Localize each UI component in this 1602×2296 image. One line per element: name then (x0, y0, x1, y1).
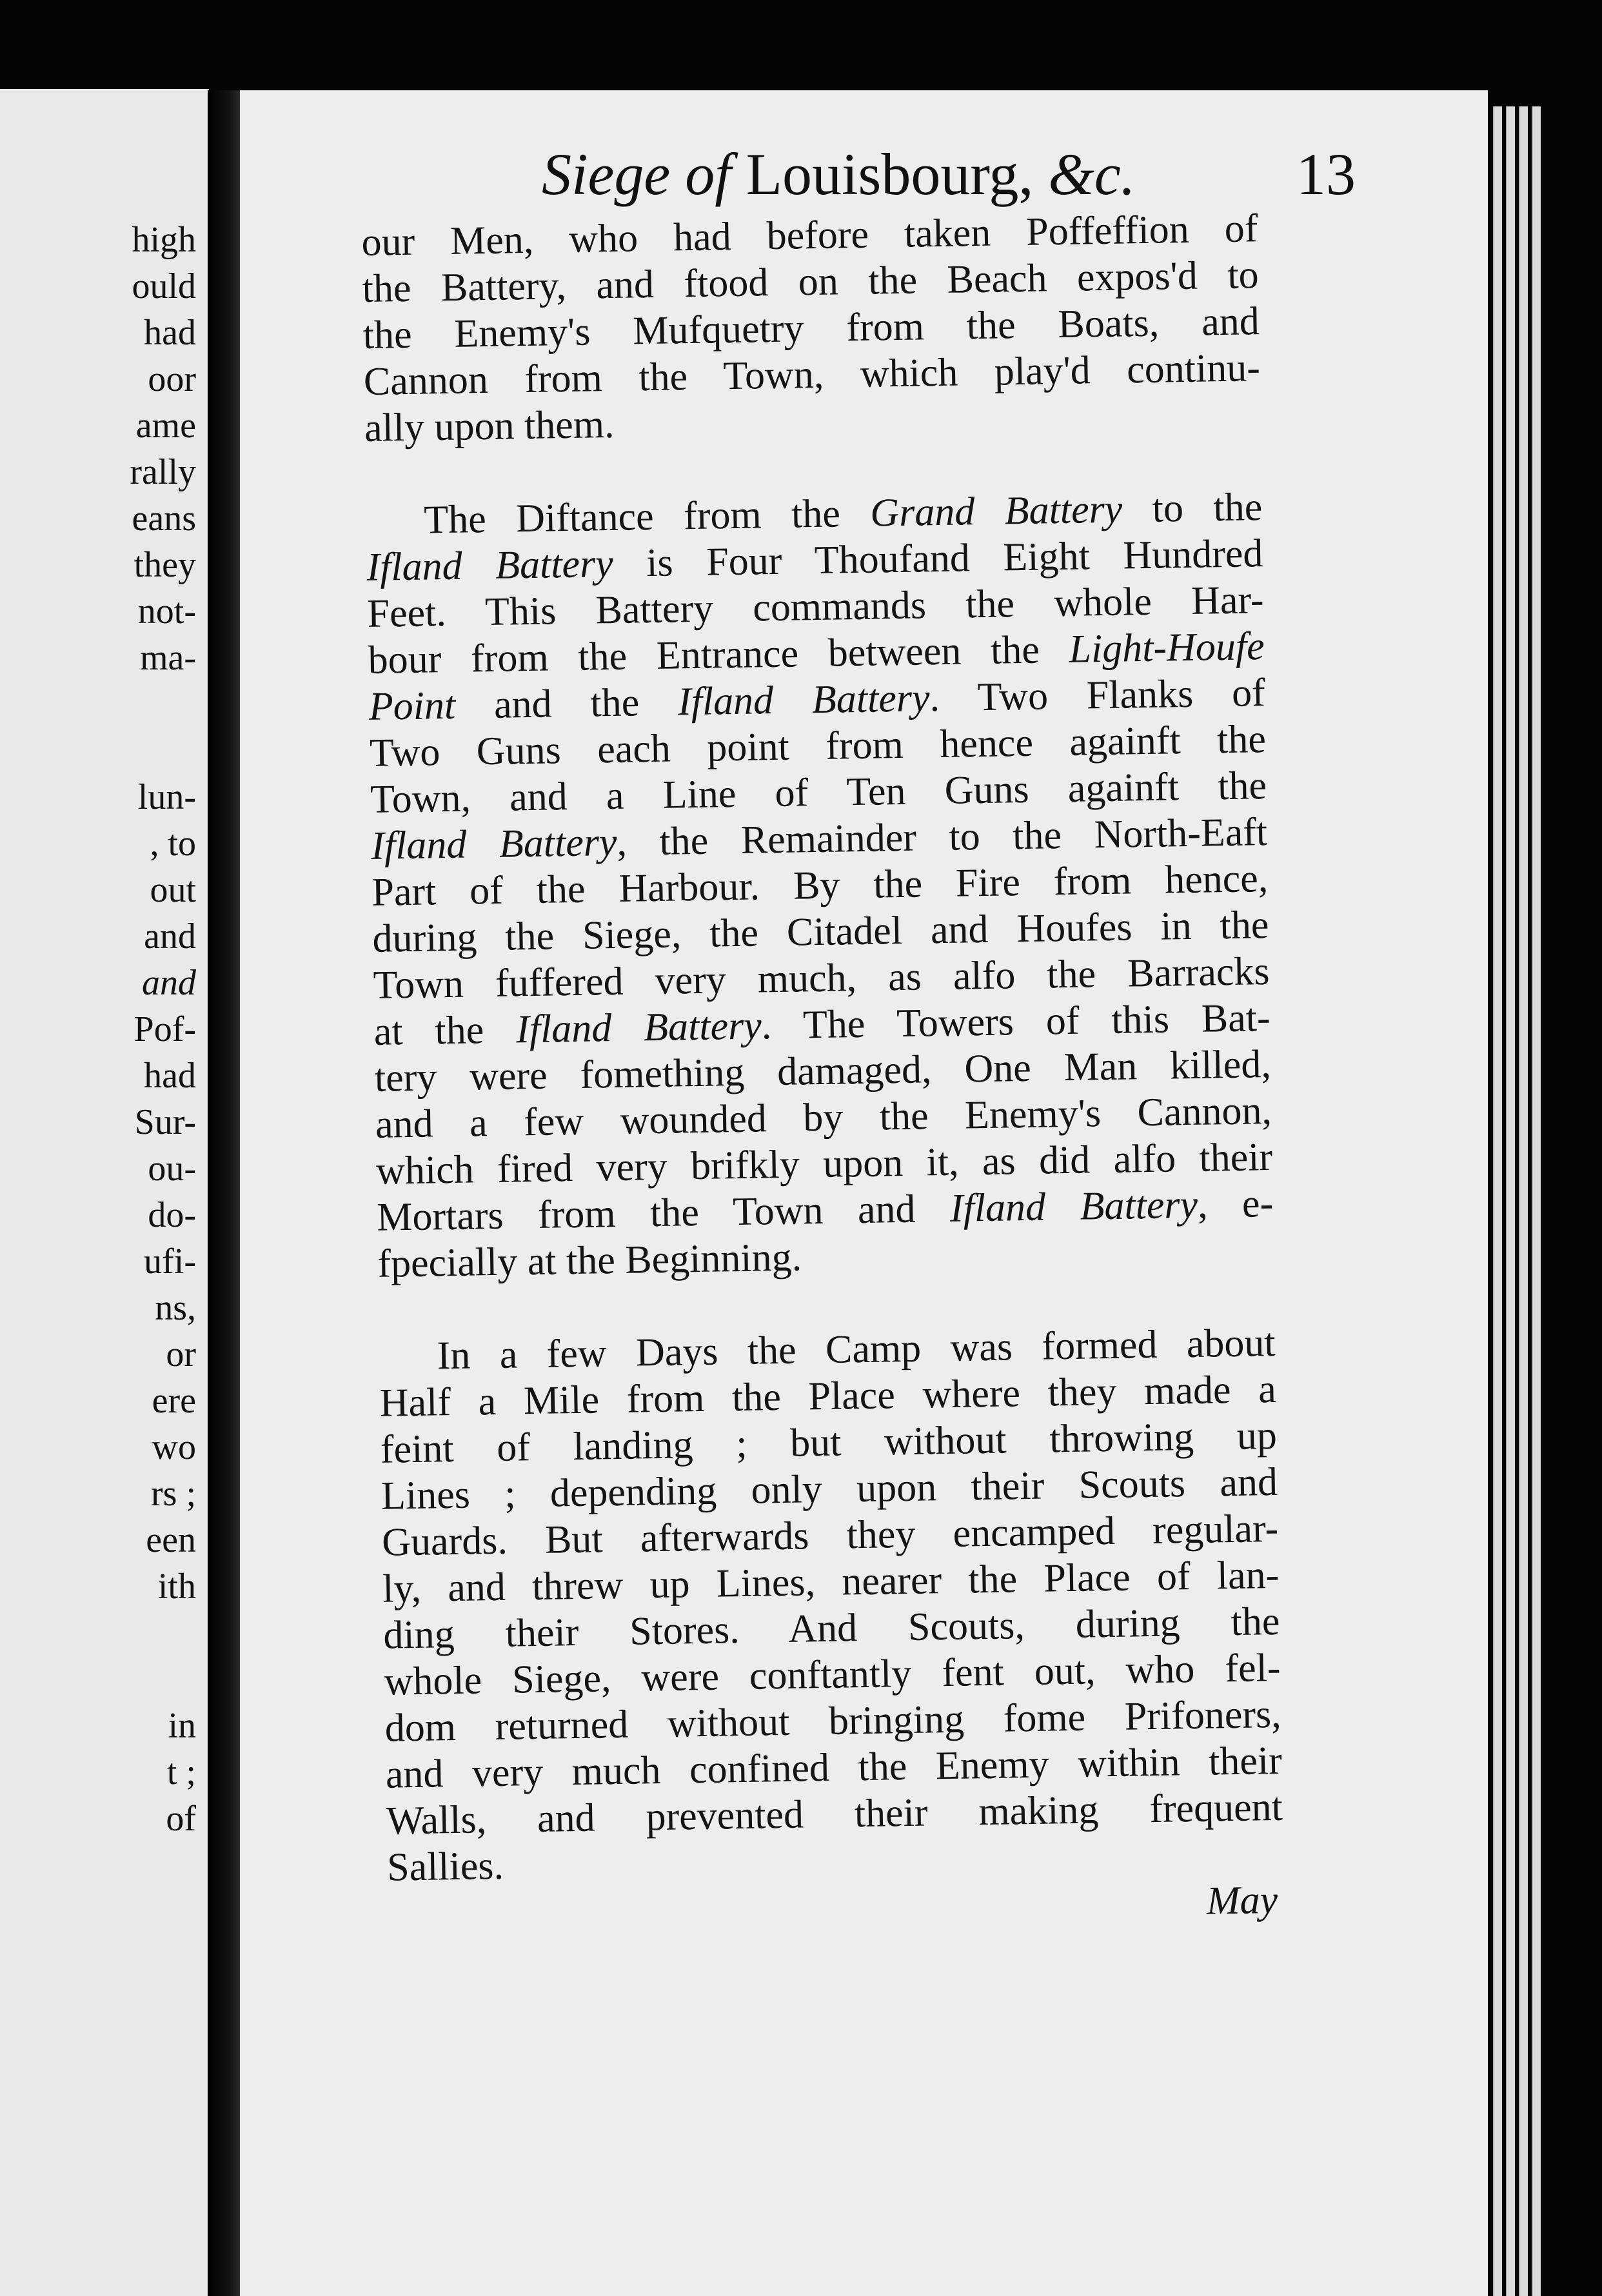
text-line: Two Guns each point from hence againft the (369, 717, 1267, 775)
text-line: fpecially at the Beginning. (377, 1235, 802, 1286)
left-page-fragment: and (144, 916, 196, 956)
left-page-fragment: and (142, 963, 196, 1003)
paragraph (361, 205, 1261, 451)
page-edge (1519, 106, 1528, 2296)
text-line: Sallies. (386, 1843, 504, 1890)
text-line: Walls, and prevented their making frequent (386, 1785, 1283, 1843)
text-line: feint of landing ; but without throwing up (380, 1413, 1278, 1472)
left-page-fragment: , to (150, 824, 196, 864)
running-title-roman: Siege of (542, 141, 746, 207)
text-line: and a few wounded by the Enemy's Cannon, (375, 1088, 1272, 1147)
text-line: ding their Stores. And Scouts, during the (382, 1599, 1280, 1658)
left-page-fragment (28, 1610, 196, 1656)
body-text (361, 205, 1285, 1937)
text-line: Cannon from the Town, which play'd continu- (363, 346, 1261, 404)
text-line: ally upon them. (364, 402, 615, 450)
text-line: tery were fomething damaged, One Man killed, (374, 1042, 1272, 1100)
left-page-fragment: ou- (148, 1149, 196, 1189)
left-page-fragment: ma- (139, 638, 196, 678)
left-page-fragment: of (166, 1799, 196, 1839)
text-line: dom returned without bringing fome Prifoners, (384, 1692, 1282, 1750)
text-line: and very much confined the Enemy within their (385, 1738, 1283, 1797)
left-page-fragment: or (166, 1334, 196, 1374)
text-line: Part of the Harbour. By the Fire from hence, (371, 856, 1269, 915)
left-page-fragment: not- (137, 591, 196, 631)
left-page-fragment: rs ; (151, 1474, 196, 1514)
left-page-fragment: in (168, 1706, 196, 1746)
text-line: In a few Days the Camp was formed about (437, 1320, 1276, 1378)
left-page-fragment: high (132, 220, 196, 260)
left-page-fragment: oor (148, 359, 196, 399)
text-line: The Diftance from the Grand Battery to the (423, 485, 1263, 542)
left-page-fragment: Sur- (134, 1102, 196, 1142)
running-title-etc: &c. (1048, 141, 1136, 207)
text-line: whole Siege, were conftantly fent out, who fel- (384, 1645, 1281, 1704)
left-page-fragment: ufi- (144, 1242, 196, 1282)
catchword: May (1206, 1878, 1278, 1923)
text-line: Town, and a Line of Ten Guns againft the (370, 764, 1267, 822)
left-page-fragment (28, 681, 196, 727)
left-page-fragment: had (144, 1056, 196, 1096)
left-page-fragment: ame (135, 406, 196, 446)
left-page-fragment: Pof- (134, 1009, 196, 1049)
page-edge (1506, 106, 1515, 2296)
text-line: at the Ifland Battery. The Towers of this Bat- (373, 996, 1271, 1054)
text-line: Town fuffered very much, as alfo the Barracks (373, 949, 1271, 1007)
text-line: the Battery, and ftood on the Beach expos'd to (362, 253, 1260, 311)
text-line: our Men, who had before taken Poffeffion of (361, 206, 1258, 264)
running-title-place: Louisbourg, (746, 141, 1049, 207)
left-page-fragment: wo (152, 1427, 196, 1467)
page-edge (1493, 106, 1502, 2296)
page-header (542, 139, 1419, 216)
left-page-fragment: eans (132, 499, 196, 539)
paragraph (379, 1320, 1283, 1891)
left-page-text-fragments (28, 217, 196, 1842)
left-page-fragment: ere (152, 1381, 196, 1421)
left-page-fragment: ith (157, 1567, 196, 1607)
left-page-fragment: ns, (155, 1288, 196, 1328)
left-page-fragment: een (146, 1520, 196, 1560)
text-line: Ifland Battery, the Remainder to the North-Eaft (370, 810, 1268, 868)
left-page-fragment: rally (130, 452, 196, 492)
text-line: Mortars from the Town and Ifland Battery, e- (376, 1181, 1274, 1240)
left-page-fragment: do- (148, 1195, 196, 1235)
left-page-fragment: out (150, 870, 196, 910)
text-line: during the Siege, the Citadel and Houfes in the (371, 903, 1269, 961)
book-gutter (208, 90, 240, 2296)
text-line: the Enemy's Mufquetry from the Boats, and (362, 299, 1260, 357)
text-line: Guards. But afterwards they encamped regular- (381, 1506, 1279, 1565)
text-line: Ifland Battery is Four Thoufand Eight Hundred (366, 531, 1263, 589)
left-page-fragment: ould (132, 266, 196, 306)
page-number: 13 (1296, 141, 1356, 207)
paragraph (366, 484, 1274, 1287)
text-line: which fired very brifkly upon it, as did alfo their (375, 1134, 1273, 1193)
running-title (542, 139, 1136, 210)
text-line: Half a Mile from the Place where they made a (379, 1367, 1277, 1425)
left-facing-page (0, 89, 209, 2296)
left-page-fragment (28, 727, 196, 774)
left-page-fragment: t ; (166, 1752, 196, 1792)
text-line: Point and the Ifland Battery. Two Flanks of (368, 671, 1266, 729)
left-page-fragment: lun- (137, 777, 196, 817)
text-line: Lines ; depending only upon their Scouts and (381, 1460, 1278, 1518)
text-line: Feet. This Battery commands the whole Har- (367, 578, 1264, 636)
text-line: bour from the Entrance between the Light-Houfe (368, 624, 1265, 682)
left-page-fragment: they (134, 545, 196, 585)
left-page-fragment (28, 1656, 196, 1703)
left-page-fragment: had (144, 313, 196, 353)
text-line: ly, and threw up Lines, nearer the Place of lan- (382, 1552, 1280, 1611)
page-edge (1532, 106, 1541, 2296)
